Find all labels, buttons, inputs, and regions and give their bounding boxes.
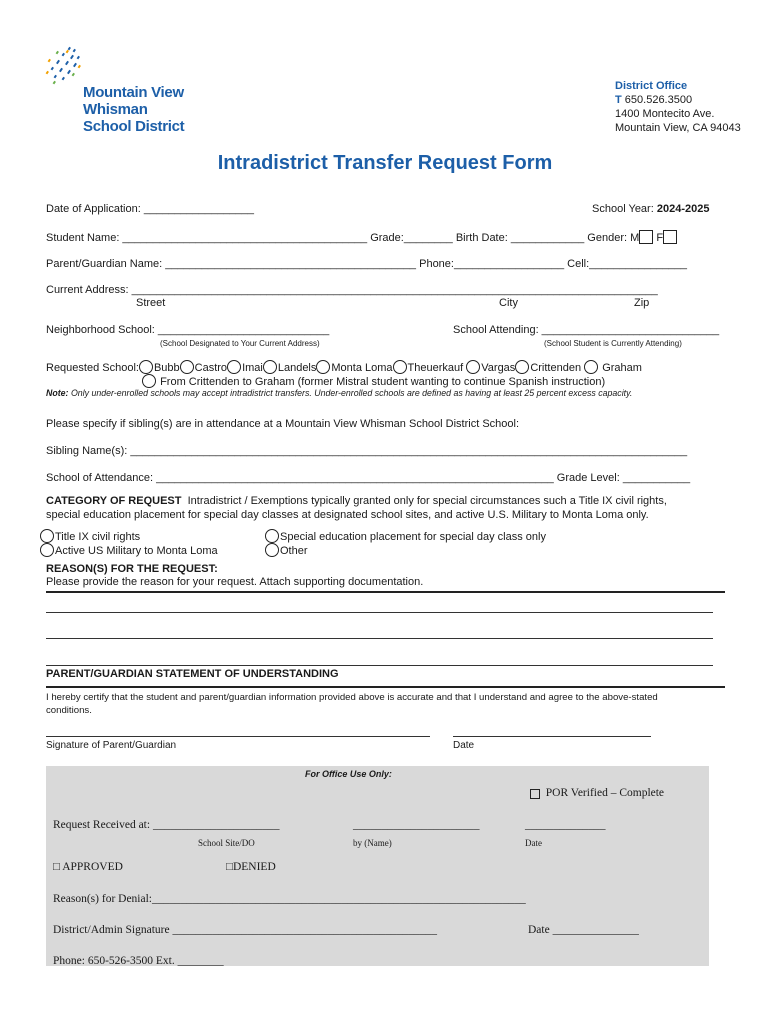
note-label: Note: xyxy=(46,388,69,398)
category-heading: CATEGORY OF REQUEST xyxy=(46,495,182,507)
school-attending-hint: (School Student is Currently Attending) xyxy=(544,339,682,348)
office-address-1: 1400 Montecito Ave. xyxy=(615,108,715,120)
radio-graham[interactable] xyxy=(584,360,598,374)
school-site-label: School Site/DO xyxy=(198,838,255,848)
school-option: Vargas xyxy=(481,362,516,374)
category-option-label: Active US Military to Monta Loma xyxy=(55,545,218,557)
statement-heading: PARENT/GUARDIAN STATEMENT OF UNDERSTANDING xyxy=(46,668,339,680)
requested-school-label: Requested School: xyxy=(46,362,139,374)
radio-theuerkauf[interactable] xyxy=(393,360,407,374)
reason-line-2[interactable] xyxy=(46,638,713,639)
district-logo-wordmark xyxy=(83,84,184,135)
office-address-2: Mountain View, CA 94043 xyxy=(615,122,741,134)
gender-f-label: F xyxy=(656,232,664,244)
office-title: District Office xyxy=(615,80,688,92)
neighborhood-school-hint: (School Designated to Your Current Address) xyxy=(160,339,320,348)
student-row xyxy=(46,230,677,244)
gender-f-checkbox[interactable] xyxy=(663,230,677,244)
radio-castro[interactable] xyxy=(180,360,194,374)
signature-line[interactable] xyxy=(46,736,430,737)
student-name-field[interactable]: Student Name: ________________________________________ Grade:________ Birth Date: ____________ Gender: M xyxy=(46,232,640,244)
reason-line-1[interactable] xyxy=(46,612,713,613)
radio-military[interactable] xyxy=(40,543,54,557)
school-option: Bubb xyxy=(153,362,180,374)
category-text-1: Intradistrict / Exemptions typically granted only for special circumstances such a Title IX civil rights, xyxy=(187,495,667,507)
radio-monta-loma[interactable] xyxy=(316,360,330,374)
radio-other[interactable] xyxy=(265,543,279,557)
statement-text-2: conditions. xyxy=(46,705,92,716)
school-option: Landels xyxy=(277,362,317,374)
crittenden-to-graham-row xyxy=(142,374,605,388)
category-option-other xyxy=(265,543,308,557)
admin-signature-field[interactable]: District/Admin Signature ______________________________________________ xyxy=(53,924,437,936)
zip-label: Zip xyxy=(634,297,650,309)
logo-line-2: Whisman xyxy=(83,101,148,118)
school-option: Castro xyxy=(194,362,228,374)
school-option: Monta Loma xyxy=(331,362,393,374)
approved-row xyxy=(53,861,123,873)
radio-crittenden-to-graham[interactable] xyxy=(142,374,156,388)
signature-date-line[interactable] xyxy=(453,736,651,737)
school-of-attendance-field[interactable]: School of Attendance: _________________________________________________________________ Grade Level: ___________ xyxy=(46,472,691,484)
approved-label: APPROVED xyxy=(62,861,123,873)
reason-line-3[interactable] xyxy=(46,665,713,666)
office-phone xyxy=(615,93,741,107)
school-year-value: 2024-2025 xyxy=(656,203,710,215)
category-option-military xyxy=(40,543,218,557)
crittenden-to-graham-label: From Crittenden to Graham (former Mistral student wanting to continue Spanish instruction) xyxy=(160,376,606,388)
street-label: Street xyxy=(136,297,166,309)
por-verified-row xyxy=(530,787,664,799)
sibling-prompt: Please specify if sibling(s) are in attendance at a Mountain View Whisman School District School: xyxy=(46,418,520,430)
office-use-heading: For Office Use Only: xyxy=(305,769,392,779)
denial-reason-field[interactable]: Reason(s) for Denial:_________________________________________________________________ xyxy=(53,893,526,905)
radio-imai[interactable] xyxy=(227,360,241,374)
current-address-field[interactable]: Current Address: ______________________________________________________________________________________ xyxy=(46,284,658,296)
gender-m-checkbox[interactable] xyxy=(639,230,653,244)
category-option-label: Title IX civil rights xyxy=(55,531,141,543)
received-date-label: Date xyxy=(525,838,542,848)
category-line-1 xyxy=(46,495,667,507)
date-of-application-field[interactable]: Date of Application: __________________ xyxy=(46,203,254,215)
requested-school-row xyxy=(46,360,642,374)
denied-label: DENIED xyxy=(232,861,276,873)
school-year xyxy=(592,203,709,215)
school-option: Graham xyxy=(602,362,642,374)
received-date-line[interactable]: ______________ xyxy=(525,819,606,831)
section-divider xyxy=(46,686,725,688)
office-use-panel xyxy=(46,766,709,966)
category-option-label: Special education placement for special day class only xyxy=(280,531,546,543)
denied-row xyxy=(226,861,276,873)
reasons-text: Please provide the reason for your request. Attach supporting documentation. xyxy=(46,576,424,588)
enrollment-note xyxy=(46,388,632,398)
category-text-2: special education placement for special day classes at designated school sites, and active U.S. Military to Monta Loma only. xyxy=(46,509,649,521)
radio-vargas[interactable] xyxy=(466,360,480,374)
district-office-block xyxy=(615,79,741,135)
por-verified-label: POR Verified – Complete xyxy=(545,787,665,799)
logo-line-3: School District xyxy=(83,118,185,135)
admin-date-field[interactable]: Date _______________ xyxy=(528,924,639,936)
office-phone-number: 650.526.3500 xyxy=(624,94,693,106)
radio-bubb[interactable] xyxy=(139,360,153,374)
school-option: Theuerkauf xyxy=(407,362,464,374)
radio-landels[interactable] xyxy=(263,360,277,374)
sibling-names-field[interactable]: Sibling Name(s): ___________________________________________________________________________________________ xyxy=(46,445,688,457)
school-year-label: School Year: xyxy=(592,203,654,215)
por-verified-checkbox[interactable] xyxy=(530,789,540,799)
reasons-heading: REASON(S) FOR THE REQUEST: xyxy=(46,563,218,575)
category-option-title-ix xyxy=(40,529,140,543)
radio-crittenden[interactable] xyxy=(515,360,529,374)
category-option-special-ed xyxy=(265,529,546,543)
radio-special-ed[interactable] xyxy=(265,529,279,543)
school-attending-field[interactable]: School Attending: _____________________________ xyxy=(453,324,720,336)
by-name-label: by (Name) xyxy=(353,838,392,848)
statement-text-1: I hereby certify that the student and parent/guardian information provided above is accurate and that I understand and agree to the above-stated xyxy=(46,692,658,703)
denied-checkbox[interactable]: □ xyxy=(226,861,233,873)
parent-guardian-field[interactable]: Parent/Guardian Name: _________________________________________ Phone:__________________ Cell:________________ xyxy=(46,258,688,270)
signature-label: Signature of Parent/Guardian xyxy=(46,740,177,751)
phone-prefix: T xyxy=(615,94,622,106)
school-option: Imai xyxy=(242,362,263,374)
approved-checkbox[interactable]: □ xyxy=(53,861,60,873)
logo-line-1: Mountain View xyxy=(83,84,184,101)
radio-title-ix[interactable] xyxy=(40,529,54,543)
category-option-label: Other xyxy=(280,545,308,557)
form-title: Intradistrict Transfer Request Form xyxy=(217,152,553,174)
school-option: Crittenden xyxy=(530,362,582,374)
request-received-field[interactable]: Request Received at: ______________________ xyxy=(53,819,280,831)
city-label: City xyxy=(499,297,518,309)
staff-name-line[interactable]: ______________________ xyxy=(353,819,480,831)
signature-date-label: Date xyxy=(453,740,475,751)
office-phone-field[interactable]: Phone: 650-526-3500 Ext. ________ xyxy=(53,955,224,967)
section-divider xyxy=(46,591,725,593)
neighborhood-school-field[interactable]: Neighborhood School: ____________________________ xyxy=(46,324,330,336)
note-text: Only under-enrolled schools may accept intradistrict transfers. Under-enrolled schools are defined as having at least 25 percent excess capacity. xyxy=(70,388,633,398)
